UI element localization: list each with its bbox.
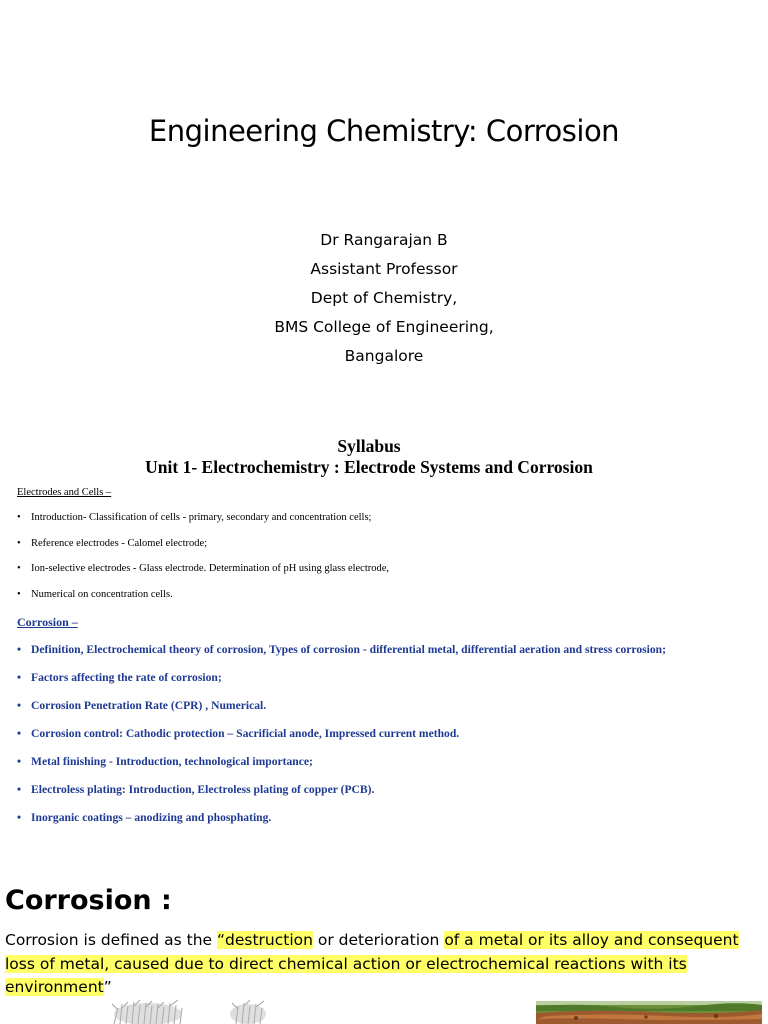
author-name: Dr Rangarajan B bbox=[320, 231, 448, 249]
author-college: BMS College of Engineering, bbox=[274, 318, 494, 336]
bullet-icon: • bbox=[17, 563, 21, 575]
highlighted-text: of a metal or its alloy and consequent loss of metal, caused due to direct chemical action or electrochemical reactions with its environment bbox=[5, 931, 739, 996]
list-item-text: Electroless plating: Introduction, Electroless plating of copper (PCB). bbox=[31, 783, 375, 796]
list-item-text: Introduction- Classification of cells - primary, secondary and concentration cells; bbox=[31, 512, 372, 523]
list-item-text: Inorganic coatings – anodizing and phosphating. bbox=[31, 811, 272, 824]
list-item bbox=[17, 671, 666, 699]
slide-title: Corrosion : bbox=[5, 885, 172, 916]
bullet-icon: • bbox=[17, 783, 22, 796]
list-item bbox=[17, 538, 389, 564]
bare-trees-photo bbox=[108, 1000, 272, 1024]
list-item-text: Definition, Electrochemical theory of corrosion, Types of corrosion - differential metal, differential aeration and stress corrosion; bbox=[31, 643, 666, 656]
list-item bbox=[17, 727, 666, 755]
title-slide bbox=[0, 0, 768, 420]
author-position: Assistant Professor bbox=[310, 260, 458, 278]
bullet-icon: • bbox=[17, 755, 22, 768]
definition-text: ” bbox=[103, 978, 112, 996]
list-item bbox=[17, 755, 666, 783]
syllabus-title: Syllabus bbox=[337, 436, 401, 456]
rusted-pipe-photo bbox=[536, 1001, 762, 1024]
bullet-icon: • bbox=[17, 537, 21, 549]
corrosion-definition-slide bbox=[0, 845, 768, 1024]
electrodes-list bbox=[17, 512, 389, 615]
bullet-icon: • bbox=[17, 589, 21, 601]
presentation-title: Engineering Chemistry: Corrosion bbox=[148, 114, 620, 148]
author-department: Dept of Chemistry, bbox=[310, 289, 458, 307]
corrosion-section-label: Corrosion – bbox=[17, 615, 78, 629]
list-item-text: Numerical on concentration cells. bbox=[31, 589, 173, 601]
list-item-text: Corrosion Penetration Rate (CPR) , Numerical. bbox=[31, 699, 267, 712]
highlighted-text: “destruction bbox=[216, 931, 313, 949]
list-item-text: Reference electrodes - Calomel electrode; bbox=[31, 537, 208, 549]
corrosion-list bbox=[17, 643, 666, 839]
list-item bbox=[17, 811, 666, 839]
electrodes-section-label: Electrodes and Cells – bbox=[17, 487, 112, 498]
author-city: Bangalore bbox=[344, 347, 424, 365]
bullet-icon: • bbox=[17, 727, 22, 740]
list-item bbox=[17, 563, 389, 589]
list-item-text: Ion-selective electrodes - Glass electrode. Determination of pH using glass electrode, bbox=[31, 563, 390, 575]
bullet-icon: • bbox=[17, 643, 22, 656]
bullet-icon: • bbox=[17, 512, 21, 523]
list-item-text: Corrosion control: Cathodic protection – Sacrificial anode, Impressed current method. bbox=[31, 727, 460, 740]
bullet-icon: • bbox=[17, 699, 22, 712]
bullet-icon: • bbox=[17, 671, 22, 684]
corrosion-definition bbox=[5, 929, 755, 1000]
list-item bbox=[17, 783, 666, 811]
syllabus-slide bbox=[0, 420, 768, 845]
syllabus-heading bbox=[0, 436, 738, 478]
list-item bbox=[17, 699, 666, 727]
list-item bbox=[17, 643, 666, 671]
list-item bbox=[17, 589, 389, 615]
definition-text: or deterioration bbox=[312, 931, 445, 949]
list-item-text: Metal finishing - Introduction, technological importance; bbox=[31, 755, 313, 768]
list-item bbox=[17, 512, 389, 538]
unit-title: Unit 1- Electrochemistry : Electrode Systems and Corrosion bbox=[145, 457, 593, 477]
list-item-text: Factors affecting the rate of corrosion; bbox=[31, 671, 222, 684]
definition-text: Corrosion is defined as the bbox=[5, 931, 217, 949]
author-block bbox=[0, 226, 768, 371]
bullet-icon: • bbox=[17, 811, 22, 824]
